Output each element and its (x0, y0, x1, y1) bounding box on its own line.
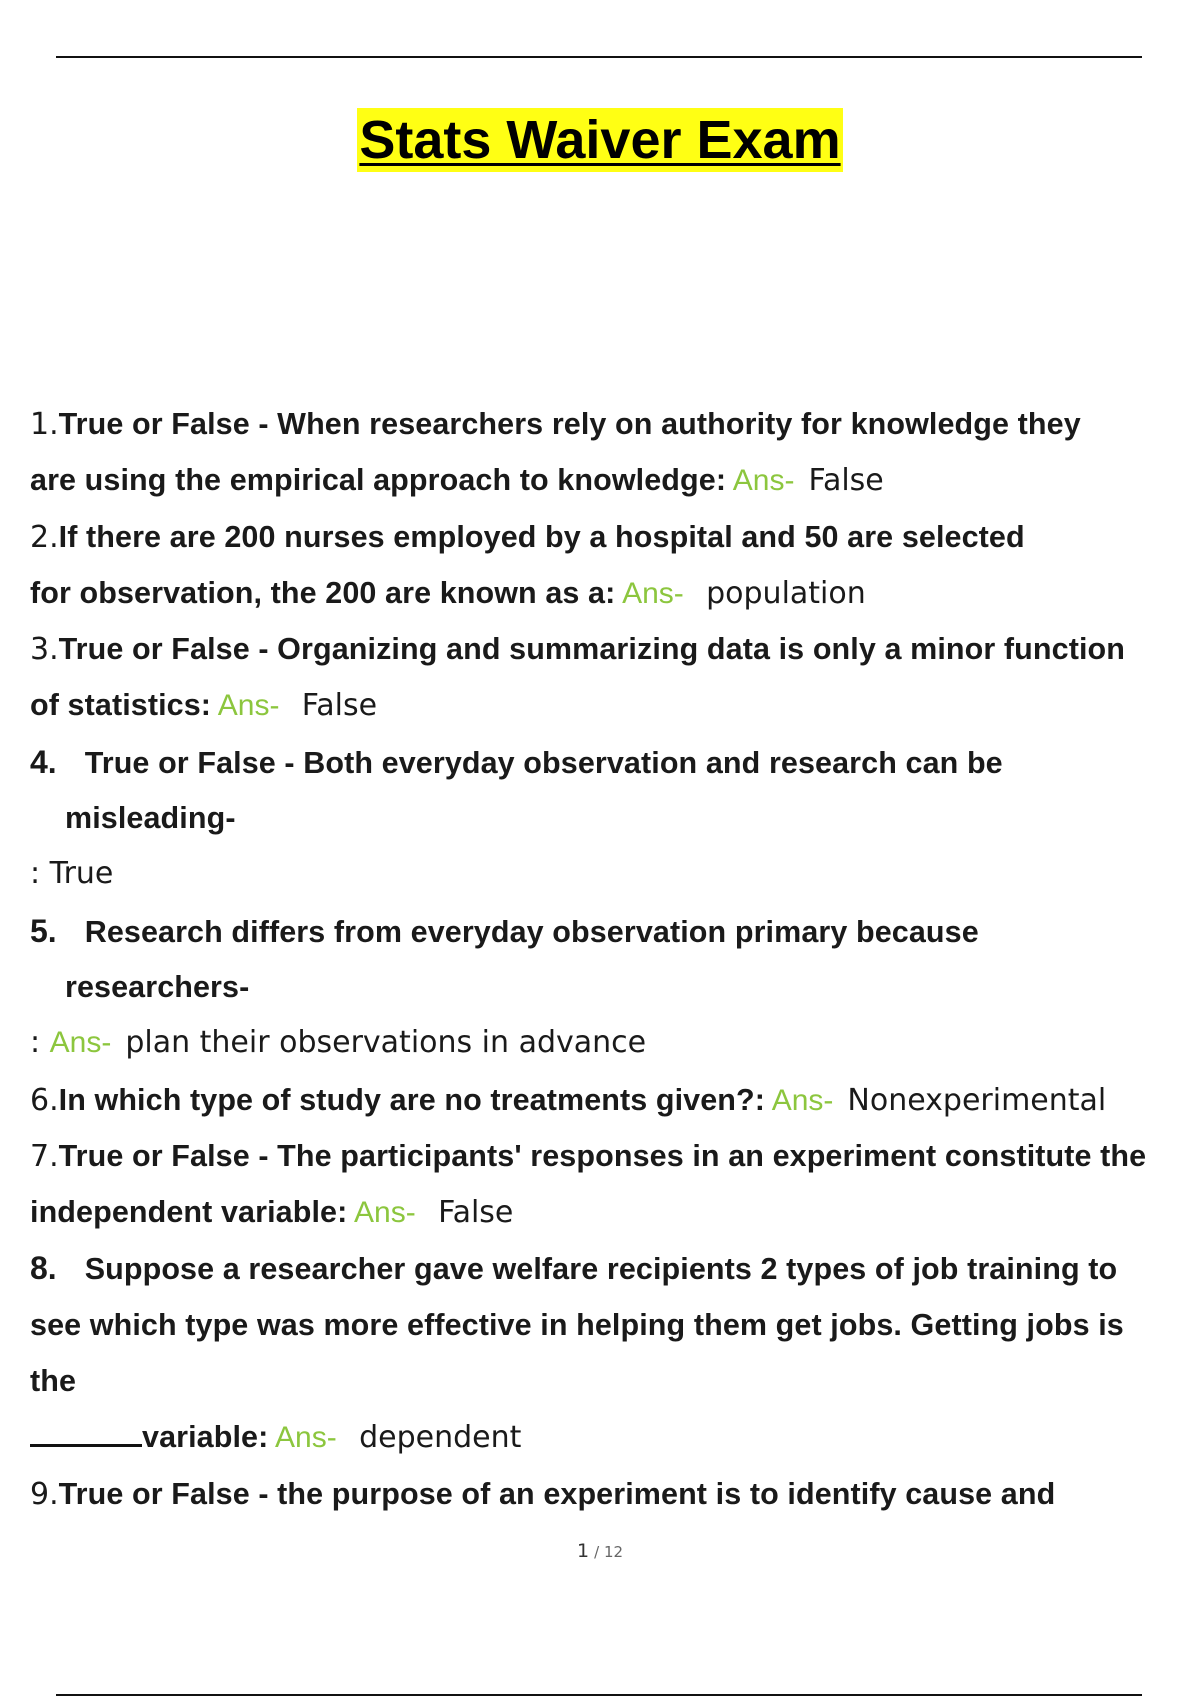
question-4-number: 4. (30, 743, 57, 780)
question-8-text-cont: see which type was more effective in helping them get jobs. Getting jobs is (30, 1307, 1124, 1342)
question-5-line-1 (30, 903, 1198, 959)
question-7-answer: False (438, 1195, 514, 1231)
question-8-number: 8. (30, 1250, 57, 1287)
current-page: 1 (576, 1540, 590, 1562)
answer-label: Ans- (49, 1026, 112, 1060)
question-4-answer-prefix: : (30, 856, 50, 892)
question-list (30, 396, 1198, 1522)
question-5-answer-prefix: : (30, 1025, 50, 1061)
question-1-number: 1. (30, 407, 59, 442)
question-8-line-1 (30, 1240, 1198, 1296)
question-6-number: 6. (30, 1082, 59, 1118)
question-6-answer: Nonexperimental (847, 1082, 1107, 1118)
question-4-line-3 (30, 846, 1198, 902)
question-2-text: If there are 200 nurses employed by a hospital and 50 are selected (58, 519, 1025, 554)
question-2-line-2 (30, 565, 1198, 621)
question-1-text: True or False - When researchers rely on authority for knowledge they (58, 407, 1081, 441)
question-5-line-2 (30, 959, 1198, 1015)
total-pages: / 12 (594, 1543, 624, 1561)
page-indicator (0, 1540, 1200, 1562)
question-8-line-4 (30, 1409, 1198, 1465)
question-1-line-1 (30, 396, 1198, 452)
answer-label: Ans- (732, 464, 795, 498)
question-1-text-cont: are using the empirical approach to knowledge: (30, 463, 727, 498)
question-8-text: Suppose a researcher gave welfare recipients 2 types of job training to (84, 1252, 1118, 1287)
question-4-line-2 (30, 790, 1198, 846)
question-3-answer: False (301, 688, 378, 724)
question-9-line-1 (30, 1466, 1198, 1522)
question-7-line-2 (30, 1184, 1198, 1240)
question-8-text-cont-3: variable: (142, 1420, 269, 1455)
question-5-answer: plan their observations in advance (125, 1025, 647, 1061)
question-8-line-3 (30, 1353, 1198, 1409)
answer-label: Ans- (275, 1421, 337, 1455)
question-8-answer: dependent (359, 1420, 522, 1456)
question-7-text-cont: independent variable: (30, 1195, 348, 1230)
question-3-text: True or False - Organizing and summarizing data is only a minor function (58, 632, 1125, 667)
question-3-text-cont: of statistics: (30, 688, 212, 723)
question-8-line-2 (30, 1297, 1198, 1353)
question-4-text-cont: misleading- (65, 801, 236, 836)
question-4-line-1 (30, 734, 1198, 790)
question-7-line-1 (30, 1128, 1198, 1184)
answer-label: Ans- (771, 1083, 834, 1117)
question-2-answer: population (706, 575, 866, 611)
question-7-number: 7. (30, 1138, 59, 1174)
question-7-text: True or False - The participants' responses in an experiment constitute the (58, 1138, 1147, 1173)
question-3-number: 3. (30, 632, 59, 668)
question-2-number: 2. (30, 519, 59, 555)
question-6-text: In which type of study are no treatments given?: (58, 1082, 766, 1117)
answer-label: Ans- (354, 1196, 416, 1230)
question-8-text-cont-2: the (30, 1364, 77, 1399)
question-2-text-cont: for observation, the 200 are known as a: (30, 575, 616, 610)
answer-blank (30, 1418, 142, 1447)
page-title: Stats Waiver Exam (359, 110, 841, 170)
bottom-rule (56, 1694, 1142, 1696)
question-9-text: True or False - the purpose of an experiment is to identify cause and (58, 1476, 1056, 1511)
question-1-line-2 (30, 452, 1198, 508)
top-rule (56, 56, 1142, 58)
question-4-text: True or False - Both everyday observation and research can be (84, 745, 1003, 780)
answer-label: Ans- (217, 689, 280, 723)
question-6-line-1 (30, 1072, 1198, 1128)
question-3-line-2 (30, 677, 1198, 733)
answer-label: Ans- (622, 576, 684, 610)
question-4-answer: True (49, 856, 114, 892)
question-2-line-1 (30, 509, 1198, 565)
question-1-answer: False (808, 463, 884, 499)
question-5-text-cont: researchers- (65, 969, 250, 1004)
title-container (0, 108, 1200, 172)
question-5-line-3 (30, 1015, 1198, 1071)
question-5-text: Research differs from everyday observation primary because (84, 914, 979, 949)
question-5-number: 5. (30, 912, 57, 949)
question-3-line-1 (30, 621, 1198, 677)
question-9-number: 9. (30, 1476, 59, 1512)
